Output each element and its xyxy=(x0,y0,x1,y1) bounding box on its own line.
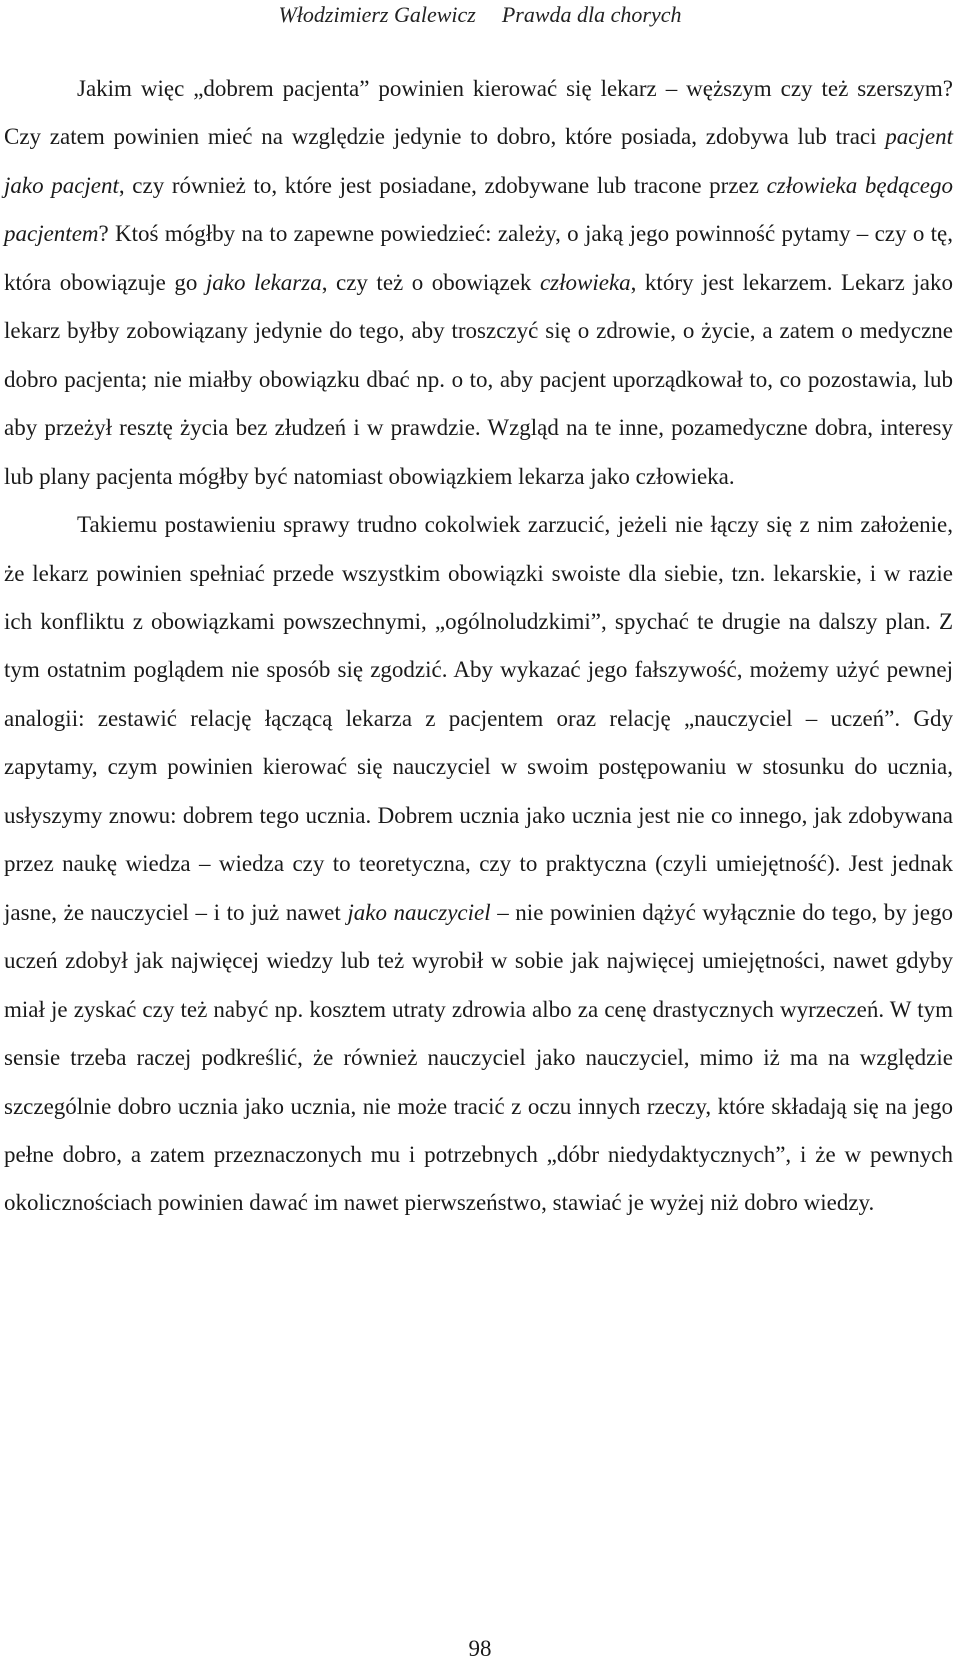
text-run: , czy również to, które jest posiadane, zdobywane lub tracone przez xyxy=(118,172,767,198)
text-run: Takiemu postawieniu sprawy trudno cokolwiek zarzucić, jeżeli nie łączy się z nim założenie, że lekarz powinien spełniać przede wszystkim obowiązki swoiste dla siebie, tzn. lekarskie, i w razie ich konfliktu z obowiązkami powszechnymi, „ogólnoludzkimi”, spychać te drugie na dalszy plan. Z tym ostatnim poglądem nie sposób się zgodzić. Aby wykazać jego fałszywość, możemy użyć pewnej analogii: zestawić relację łączącą lekarza z pacjentem oraz relację „nauczyciel – uczeń”. Gdy zapytamy, czym powinien kierować się nauczyciel w swoim postępowaniu w stosunku do ucznia, usłyszymy znowu: dobrem tego ucznia. Dobrem ucznia jako ucznia jest nie co innego, jak zdobywana przez naukę wiedza – wiedza czy to teoretyczna, czy to praktyczna (czyli umiejętność). Jest jednak jasne, że nauczyciel – i to już nawet xyxy=(4,512,953,925)
italic-phrase: jako lekarza xyxy=(205,269,322,295)
header-book-title: Prawda dla chorych xyxy=(501,2,682,27)
italic-phrase: jako nauczyciel xyxy=(347,899,491,925)
text-run: ? Ktoś mógłby na to zapewne powiedzieć: zależy, o jaką jego powinność pytamy – czy o tę, która obowiązuje go xyxy=(4,221,953,295)
text-run: , który jest lekarzem. Lekarz jako lekarz byłby zobowiązany jedynie do tego, aby troszczyć się o zdrowie, o życie, a zatem o medyczne dobro pacjenta; nie miałby obowiązku dbać np. o to, aby pacjent uporządkował to, co pozostawia, lub aby przeżył resztę życia bez złudzeń i w prawdzie. Wzgląd na te inne, pozamedyczne dobra, interesy lub plany pacjenta mógłby być natomiast obowiązkiem lekarza jako człowieka. xyxy=(4,269,953,489)
text-run: – nie powinien dążyć wyłącznie do tego, by jego uczeń zdobył jak najwięcej wiedzy lub też wyrobił w sobie jak najwięcej umiejętności, nawet gdyby miał je zyskać czy też nabyć np. kosztem utraty zdrowia albo za cenę drastycznych wyrzeczeń. W tym sensie trzeba raczej podkreślić, że również nauczyciel jako nauczyciel, mimo iż ma na względzie szczególnie dobro ucznia jako ucznia, nie może tracić z oczu innych rzeczy, które składają się na jego pełne dobro, a zatem przeznaczonych mu i potrzebnych „dóbr niedydaktycznych”, i że w pewnych okolicznościach powinien dawać im nawet pierwszeństwo, stawiać je wyżej niż dobro wiedzy. xyxy=(4,899,953,1216)
running-header xyxy=(0,2,960,28)
paragraph xyxy=(4,501,953,1228)
italic-phrase: człowieka xyxy=(539,269,631,295)
page-body xyxy=(4,65,953,1228)
text-run: Jakim więc „dobrem pacjenta” powinien kierować się lekarz – węższym czy też szerszym? Czy zatem powinien mieć na względzie jedynie to dobro, które posiada, zdobywa lub traci xyxy=(4,76,953,150)
text-run: , czy też o obowiązek xyxy=(321,269,540,295)
page-number: 98 xyxy=(468,1636,492,1661)
paragraph xyxy=(4,65,953,501)
header-author: Włodzimierz Galewicz xyxy=(278,2,476,27)
italic-phrase: pacjent jako pacjent xyxy=(4,124,953,198)
italic-phrase: człowieka będącego pacjentem xyxy=(4,172,953,247)
